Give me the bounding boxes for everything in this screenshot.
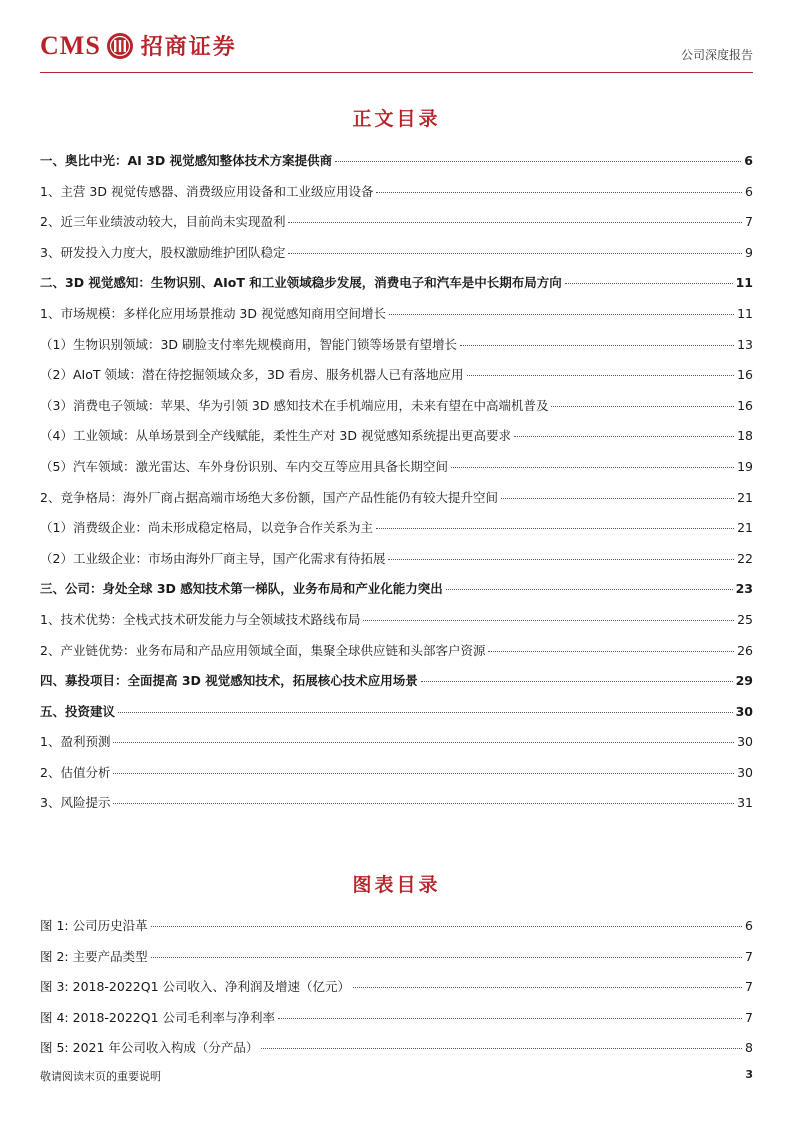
toc-entry[interactable] <box>40 306 753 337</box>
toc-entry-text: 2、产业链优势：业务布局和产品应用领域全面，集聚全球供应链和头部客户资源 <box>40 642 486 658</box>
figure-entry-text: 图 3: 2018-2022Q1 公司收入、净利润及增速（亿元） <box>40 979 351 995</box>
toc-entry-text: 1、主营 3D 视觉传感器、消费级应用设备和工业级应用设备 <box>40 183 374 199</box>
dot-leader <box>421 681 733 682</box>
toc-entry[interactable] <box>40 734 753 765</box>
dot-leader <box>288 222 742 223</box>
logo-emblem-icon <box>105 31 135 61</box>
toc-entry-page: 25 <box>737 611 753 627</box>
logo-chinese: 招商证券 <box>140 34 237 60</box>
toc-entry-page: 30 <box>737 734 753 750</box>
figure-entry-text: 图 5: 2021 年公司收入构成（分产品） <box>40 1040 259 1056</box>
logo-latin: CMS <box>40 30 101 60</box>
toc-entry[interactable] <box>40 765 753 796</box>
toc-entry-text: （3）消费电子领域：苹果、华为引领 3D 感知技术在手机端应用，未来有望在中高端机普及 <box>40 397 549 413</box>
figure-entry-page: 6 <box>745 918 753 933</box>
header-divider <box>40 72 753 73</box>
toc-entry-text: 3、研发投入力度大，股权激励维护团队稳定 <box>40 244 286 260</box>
figure-entry-page: 7 <box>745 1009 753 1025</box>
dot-leader <box>353 987 742 988</box>
toc-entry-text: 2、近三年业绩波动较大，目前尚未实现盈利 <box>40 214 286 230</box>
dot-leader <box>261 1048 742 1049</box>
toc-entry-page: 23 <box>735 581 753 597</box>
toc-entry-page: 21 <box>737 520 753 536</box>
dot-leader <box>565 283 733 284</box>
figure-entry[interactable] <box>40 1010 753 1041</box>
toc-entry-text: 三、公司：身处全球 3D 感知技术第一梯队，业务布局和产业化能力突出 <box>40 581 443 597</box>
dot-leader <box>551 406 734 407</box>
dot-leader <box>118 712 733 713</box>
toc-title: 正文目录 <box>352 108 441 130</box>
page-number: 3 <box>745 1068 753 1081</box>
figure-entry-text: 图 1: 公司历史沿革 <box>40 918 148 933</box>
toc-entry-text: 2、估值分析 <box>40 764 111 780</box>
toc-entry-text: （1）消费级企业：尚未形成稳定格局，以竞争合作关系为主 <box>40 520 373 536</box>
toc-entry-text: 1、盈利预测 <box>40 734 111 750</box>
figures-list <box>40 918 753 1071</box>
figure-entry-page: 7 <box>745 979 753 995</box>
dot-leader <box>460 345 734 346</box>
toc-entry-page: 26 <box>737 642 753 658</box>
toc-entry[interactable] <box>40 153 753 184</box>
toc-entry[interactable] <box>40 367 753 398</box>
toc-entry-page: 16 <box>737 367 753 383</box>
dot-leader <box>335 161 741 162</box>
dot-leader <box>151 926 742 927</box>
dot-leader <box>376 192 742 193</box>
toc-entry-text: 2、竞争格局：海外厂商占据高端市场绝大多份额，国产产品性能仍有较大提升空间 <box>40 489 498 505</box>
dot-leader <box>288 253 742 254</box>
dot-leader <box>446 589 733 590</box>
toc-entry-text: （2）工业级企业：市场由海外厂商主导，国产化需求有待拓展 <box>40 550 386 566</box>
dot-leader <box>376 528 734 529</box>
figure-entry[interactable] <box>40 979 753 1010</box>
footer-disclaimer: 敬请阅读末页的重要说明 <box>40 1070 161 1083</box>
dot-leader <box>113 803 734 804</box>
toc-entry[interactable] <box>40 551 753 582</box>
dot-leader <box>363 620 734 621</box>
toc-entry[interactable] <box>40 398 753 429</box>
toc-entry-page: 6 <box>745 183 753 199</box>
dot-leader <box>451 467 734 468</box>
toc-entry[interactable] <box>40 428 753 459</box>
toc-entry[interactable] <box>40 275 753 306</box>
toc-entry[interactable] <box>40 520 753 551</box>
toc-entry-page: 29 <box>735 673 753 689</box>
toc-entry-page: 19 <box>737 458 753 474</box>
toc-entry-page: 21 <box>737 489 753 505</box>
toc-entry-page: 31 <box>737 795 753 811</box>
figure-entry[interactable] <box>40 918 753 949</box>
toc-entry-page: 6 <box>744 153 753 168</box>
dot-leader <box>113 742 734 743</box>
toc-entry-text: 四、募投项目：全面提高 3D 视觉感知技术，拓展核心技术应用场景 <box>40 673 418 689</box>
toc-entry-page: 30 <box>735 703 753 719</box>
toc-entry[interactable] <box>40 490 753 521</box>
toc-entry[interactable] <box>40 643 753 674</box>
figure-entry-page: 8 <box>745 1040 753 1056</box>
toc-entry[interactable] <box>40 337 753 368</box>
toc-entry[interactable] <box>40 184 753 215</box>
toc-entry-text: （5）汽车领域：激光雷达、车外身份识别、车内交互等应用具备长期空间 <box>40 458 448 474</box>
figure-entry-text: 图 4: 2018-2022Q1 公司毛利率与净利率 <box>40 1009 276 1025</box>
toc-entry-page: 13 <box>737 336 753 352</box>
dot-leader <box>113 773 734 774</box>
toc-entry[interactable] <box>40 795 753 826</box>
toc-entry-text: （4）工业领域：从单场景到全产线赋能，柔性生产对 3D 视觉感知系统提出更高要求 <box>40 428 511 444</box>
dot-leader <box>514 436 734 437</box>
page-header <box>40 28 753 72</box>
dot-leader <box>488 651 734 652</box>
toc-entry-text: 一、奥比中光：AI 3D 视觉感知整体技术方案提供商 <box>40 153 333 168</box>
figure-entry[interactable] <box>40 949 753 980</box>
figure-entry-text: 图 2: 主要产品类型 <box>40 948 148 964</box>
toc-entry-page: 11 <box>737 305 753 321</box>
toc-entry[interactable] <box>40 704 753 735</box>
toc-entry-page: 16 <box>737 397 753 413</box>
toc-entry-text: 3、风险提示 <box>40 795 111 811</box>
toc-entry-page: 30 <box>737 764 753 780</box>
dot-leader <box>467 375 735 376</box>
toc-entry[interactable] <box>40 612 753 643</box>
document-type: 公司深度报告 <box>680 48 753 62</box>
toc-entry-text: 二、3D 视觉感知：生物识别、AIoT 和工业领域稳步发展，消费电子和汽车是中长期布局方向 <box>40 275 562 291</box>
dot-leader <box>151 957 742 958</box>
toc-entry[interactable] <box>40 673 753 704</box>
toc-entry[interactable] <box>40 459 753 490</box>
figures-title: 图表目录 <box>352 874 441 896</box>
dot-leader <box>501 498 734 499</box>
dot-leader <box>389 314 734 315</box>
brand-logo <box>40 30 237 61</box>
toc-entry-text: 1、市场规模：多样化应用场景推动 3D 视觉感知商用空间增长 <box>40 305 386 321</box>
toc-entry-text: （2）AIoT 领域：潜在待挖掘领域众多，3D 看房、服务机器人已有落地应用 <box>40 367 464 383</box>
toc-entry-text: 五、投资建议 <box>40 703 116 719</box>
toc-entry-page: 7 <box>745 214 753 230</box>
toc-entry-text: 1、技术优势：全栈式技术研发能力与全领域技术路线布局 <box>40 611 361 627</box>
toc-entry[interactable] <box>40 581 753 612</box>
toc-entry-page: 22 <box>737 550 753 566</box>
dot-leader <box>388 559 734 560</box>
toc-entry-page: 11 <box>735 275 753 291</box>
toc-entry[interactable] <box>40 214 753 245</box>
toc-entry-page: 18 <box>737 428 753 444</box>
table-of-contents <box>40 153 753 826</box>
figure-entry-page: 7 <box>745 948 753 964</box>
toc-entry-text: （1）生物识别领域：3D 刷脸支付率先规模商用，智能门锁等场景有望增长 <box>40 336 458 352</box>
toc-entry[interactable] <box>40 245 753 276</box>
figure-entry[interactable] <box>40 1040 753 1071</box>
toc-entry-page: 9 <box>745 244 753 260</box>
dot-leader <box>278 1018 742 1019</box>
